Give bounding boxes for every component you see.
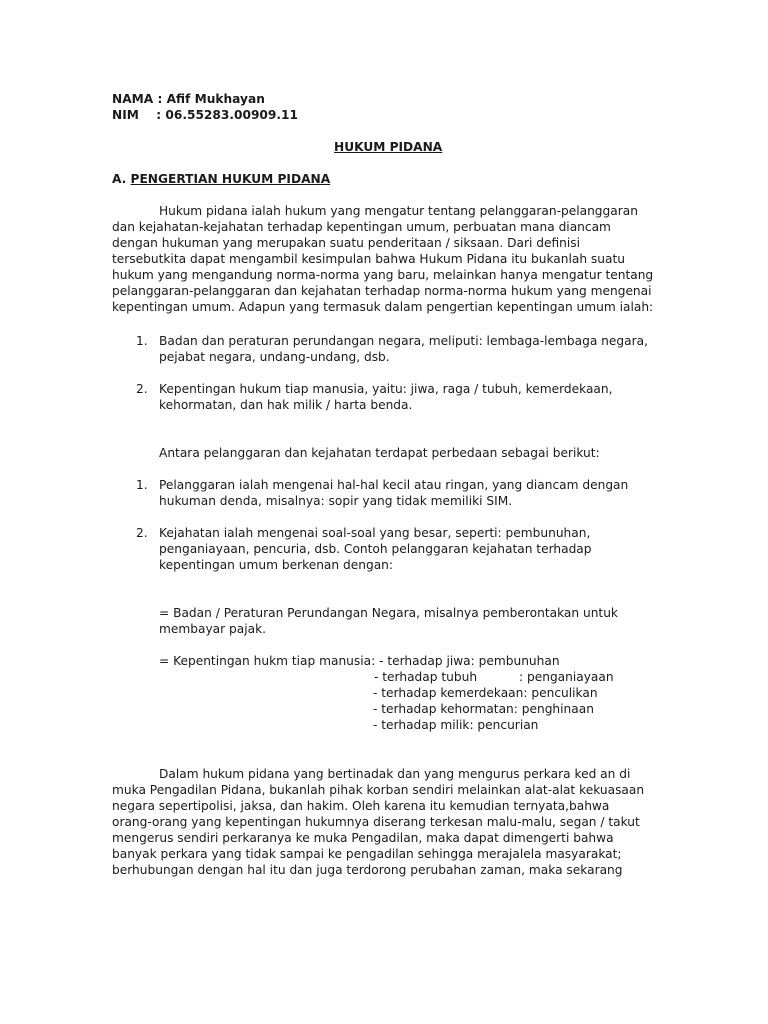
nim-value: 06.55283.00909.11 [165, 108, 298, 122]
list-item-line: penganiayaan, pencuria, dsb. Contoh pelanggaran kejahatan terhadap [159, 542, 592, 556]
nama-value: Afif Mukhayan [166, 92, 265, 106]
list-item-number: 1. [136, 334, 148, 348]
paragraph-line: muka Pengadilan Pidana, bukanlah pihak korban sendiri melainkan alat-alat kekuasaan [112, 783, 645, 797]
nama-line [112, 91, 265, 107]
list-item-line: hukuman denda, misalnya: sopir yang tidak memiliki SIM. [159, 494, 513, 508]
paragraph-pengadilan [112, 766, 660, 878]
nim-line [112, 107, 298, 123]
paragraph-line: tersebutkita dapat mengambil kesimpulan bahwa Hukum Pidana itu bukanlah suatu [112, 252, 625, 266]
list-item [159, 333, 659, 365]
paragraph-line: kepentingan umum. Adapun yang termasuk dalam pengertian kepentingan umum ialah: [112, 300, 654, 314]
paragraph-line: dan kejahatan-kejahatan terhadap kepentingan umum, perbuatan mana diancam [112, 220, 611, 234]
document-title: HUKUM PIDANA [334, 140, 443, 154]
list-item-line: kehormatan, dan hak milik / harta benda. [159, 398, 413, 412]
list-item [159, 381, 659, 413]
example-badan [159, 605, 659, 637]
list-item-line: Pelanggaran ialah mengenai hal-hal kecil atau ringan, yang diancam dengan [159, 478, 629, 492]
paragraph-line: pelanggaran-pelanggaran dan kejahatan terhadap norma-norma hukum yang mengenai [112, 284, 652, 298]
example-kepentingan-lead: = Kepentingan hukm tiap manusia: - terhadap jiwa: pembunuhan [159, 654, 560, 668]
example-item-value: : penganiayaan [519, 670, 614, 684]
list-item [159, 525, 659, 573]
paragraph-line: Hukum pidana ialah hukum yang mengatur tentang pelanggaran-pelanggaran [159, 204, 638, 218]
list-item-number: 1. [136, 478, 148, 492]
example-item: - terhadap kehormatan: penghinaan [373, 702, 594, 716]
example-line: membayar pajak. [159, 622, 267, 636]
nim-label: NIM [112, 108, 139, 122]
paragraph-line: hukum yang mengandung norma-norma yang baru, melainkan hanya mengatur tentang [112, 268, 654, 282]
paragraph-line: Dalam hukum pidana yang bertinadak dan yang mengurus perkara ked an di [159, 767, 631, 781]
section-a-heading [112, 171, 330, 187]
example-item: - terhadap kemerdekaan: penculikan [373, 686, 598, 700]
list-item [159, 477, 659, 509]
list-item-line: Badan dan peraturan perundangan negara, meliputi: lembaga-lembaga negara, [159, 334, 648, 348]
list-item-number: 2. [136, 382, 148, 396]
paragraph-line: mengerus sendiri perkaranya ke muka Pengadilan, maka dapat dimengerti bahwa [112, 831, 614, 845]
paragraph-definition [112, 203, 660, 315]
paragraph-line: negara sepertipolisi, jaksa, dan hakim. Oleh karena itu kemudian ternyata,bahwa [112, 799, 610, 813]
paragraph-line: orang-orang yang kepentingan hukumnya diserang terkesan malu-malu, segan / takut [112, 815, 640, 829]
section-a-title: PENGERTIAN HUKUM PIDANA [130, 172, 331, 186]
nama-label: NAMA [112, 92, 154, 106]
list-item-line: pejabat negara, undang-undang, dsb. [159, 350, 390, 364]
list-item-line: Kejahatan ialah mengenai soal-soal yang besar, seperti: pembunuhan, [159, 526, 591, 540]
example-item [374, 669, 614, 685]
example-item: - terhadap milik: pencurian [373, 718, 539, 732]
list-item-line: Kepentingan hukum tiap manusia, yaitu: jiwa, raga / tubuh, kemerdekaan, [159, 382, 613, 396]
nim-separator: : [156, 108, 166, 122]
section-a-letter: A. [112, 172, 127, 186]
paragraph-line: berhubungan dengan hal itu dan juga terdorong perubahan zaman, maka sekarang [112, 863, 623, 877]
list-item-number: 2. [136, 526, 148, 540]
list-item-line: kepentingan umum berkenan dengan: [159, 558, 393, 572]
example-line: = Badan / Peraturan Perundangan Negara, misalnya pemberontakan untuk [159, 606, 618, 620]
differences-intro: Antara pelanggaran dan kejahatan terdapat perbedaan sebagai berikut: [159, 446, 600, 460]
example-item-label: - terhadap tubuh [374, 670, 478, 684]
paragraph-line: banyak perkara yang tidak sampai ke pengadilan sehingga merajalela masyarakat; [112, 847, 622, 861]
paragraph-line: dengan hukuman yang merupakan suatu penderitaan / siksaan. Dari definisi [112, 236, 581, 250]
nama-separator: : [157, 92, 167, 106]
